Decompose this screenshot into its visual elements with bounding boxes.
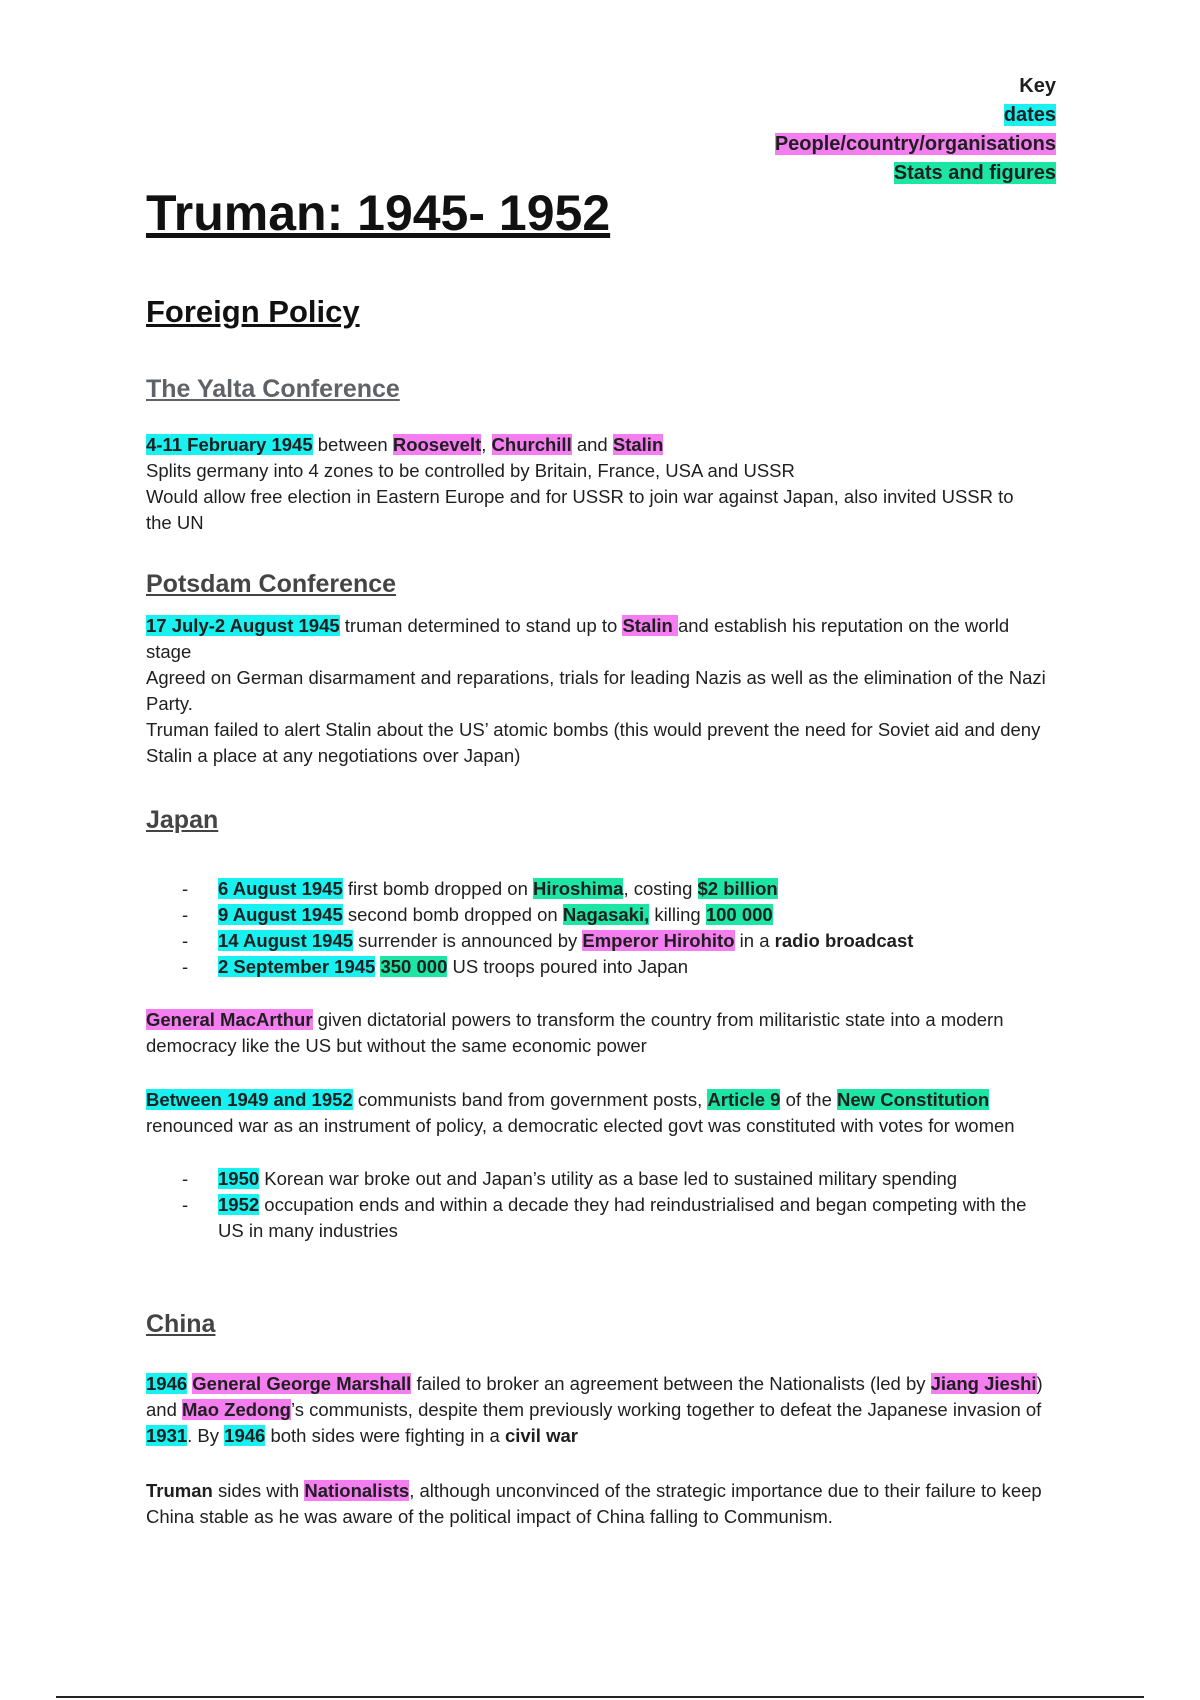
macarthur-name: General MacArthur — [146, 1009, 313, 1030]
heading-yalta: The Yalta Conference — [146, 375, 400, 403]
list-item: - 1950 Korean war broke out and Japan’s utility as a base led to sustained military spending — [146, 1166, 1068, 1192]
key-title: Key — [1019, 75, 1056, 97]
yalta-text: 4-11 February 1945 between Roosevelt, Churchill and Stalin Splits germany into 4 zones to be controlled by Britain, France, USA and USSR Would allow free election in Eastern Europe and for USSR to join war against Japan, also invited USSR to the UN — [146, 432, 1066, 536]
heading-china: China — [146, 1310, 216, 1338]
japan-macarthur: General MacArthur given dictatorial powers to transform the country from militaristic state into a modern democracy like the US but without the same economic power — [146, 1009, 1004, 1056]
potsdam-date: 17 July-2 August 1945 — [146, 615, 340, 636]
list-item: - 14 August 1945 surrender is announced by Emperor Hirohito in a radio broadcast — [146, 928, 1068, 954]
potsdam-text: 17 July-2 August 1945 truman determined to stand up to Stalin and establish his reputation on the world stage Agreed on German disarmament and reparations, trials for leading Nazis as well as the elimination of the Nazi Party. Truman failed to alert Stalin about the US’ atomic bombs (this would prevent the need for Soviet aid and deny Stalin a place at any negotiations over Japan) — [146, 613, 1066, 769]
section-foreign-policy: Foreign Policy — [146, 294, 360, 329]
potsdam-line-2: Agreed on German disarmament and reparations, trials for leading Nazis as well as the elimination of the Nazi Party. — [146, 667, 1046, 714]
key-people: People/country/organisations — [774, 133, 1056, 155]
japan-timeline-list — [146, 876, 1068, 980]
list-item: - 2 September 1945 350 000 US troops poured into Japan — [146, 954, 1068, 980]
japan-postwar-list — [146, 1166, 1068, 1244]
potsdam-stalin: Stalin — [622, 615, 678, 636]
list-item: - 6 August 1945 first bomb dropped on Hiroshima, costing $2 billion — [146, 876, 1068, 902]
heading-japan: Japan — [146, 806, 219, 834]
list-item: - 9 August 1945 second bomb dropped on Nagasaki, killing 100 000 — [146, 902, 1068, 928]
key-stats: Stats and figures — [893, 162, 1056, 184]
yalta-churchill: Churchill — [491, 434, 572, 455]
japan-constitution: Between 1949 and 1952 communists band from government posts, Article 9 of the New Constitution renounced war as an instrument of policy, a democratic elected govt was constituted with votes for women — [146, 1089, 1015, 1136]
list-item: - 1952 occupation ends and within a decade they had reindustrialised and began competing with the US in many industries — [146, 1192, 1038, 1244]
yalta-roosevelt: Roosevelt — [392, 434, 482, 455]
color-key — [775, 72, 1056, 188]
yalta-stalin: Stalin — [612, 434, 664, 455]
yalta-line-2: Splits germany into 4 zones to be controlled by Britain, France, USA and USSR — [146, 460, 795, 481]
page-divider — [56, 1696, 1144, 1698]
yalta-date: 4-11 February 1945 — [146, 434, 313, 455]
china-text-1: 1946 General George Marshall failed to broker an agreement between the Nationalists (led by Jiang Jieshi) and Mao Zedong’s communists, despite them previously working together to defeat the Japanese invasion of 1931. By 1946 both sides were fighting in a civil war — [146, 1373, 1043, 1446]
key-dates: dates — [1003, 104, 1056, 126]
china-text-2: Truman sides with Nationalists, although unconvinced of the strategic importance due to their failure to keep China stable as he was aware of the political impact of China falling to Communism. — [146, 1480, 1042, 1527]
heading-potsdam: Potsdam Conference — [146, 570, 397, 598]
yalta-line-3: Would allow free election in Eastern Europe and for USSR to join war against Japan, also invited USSR to the UN — [146, 486, 1014, 533]
potsdam-line-3: Truman failed to alert Stalin about the US’ atomic bombs (this would prevent the need for Soviet aid and deny Stalin a place at any negotiations over Japan) — [146, 719, 1041, 766]
page-title: Truman: 1945- 1952 — [146, 185, 611, 241]
